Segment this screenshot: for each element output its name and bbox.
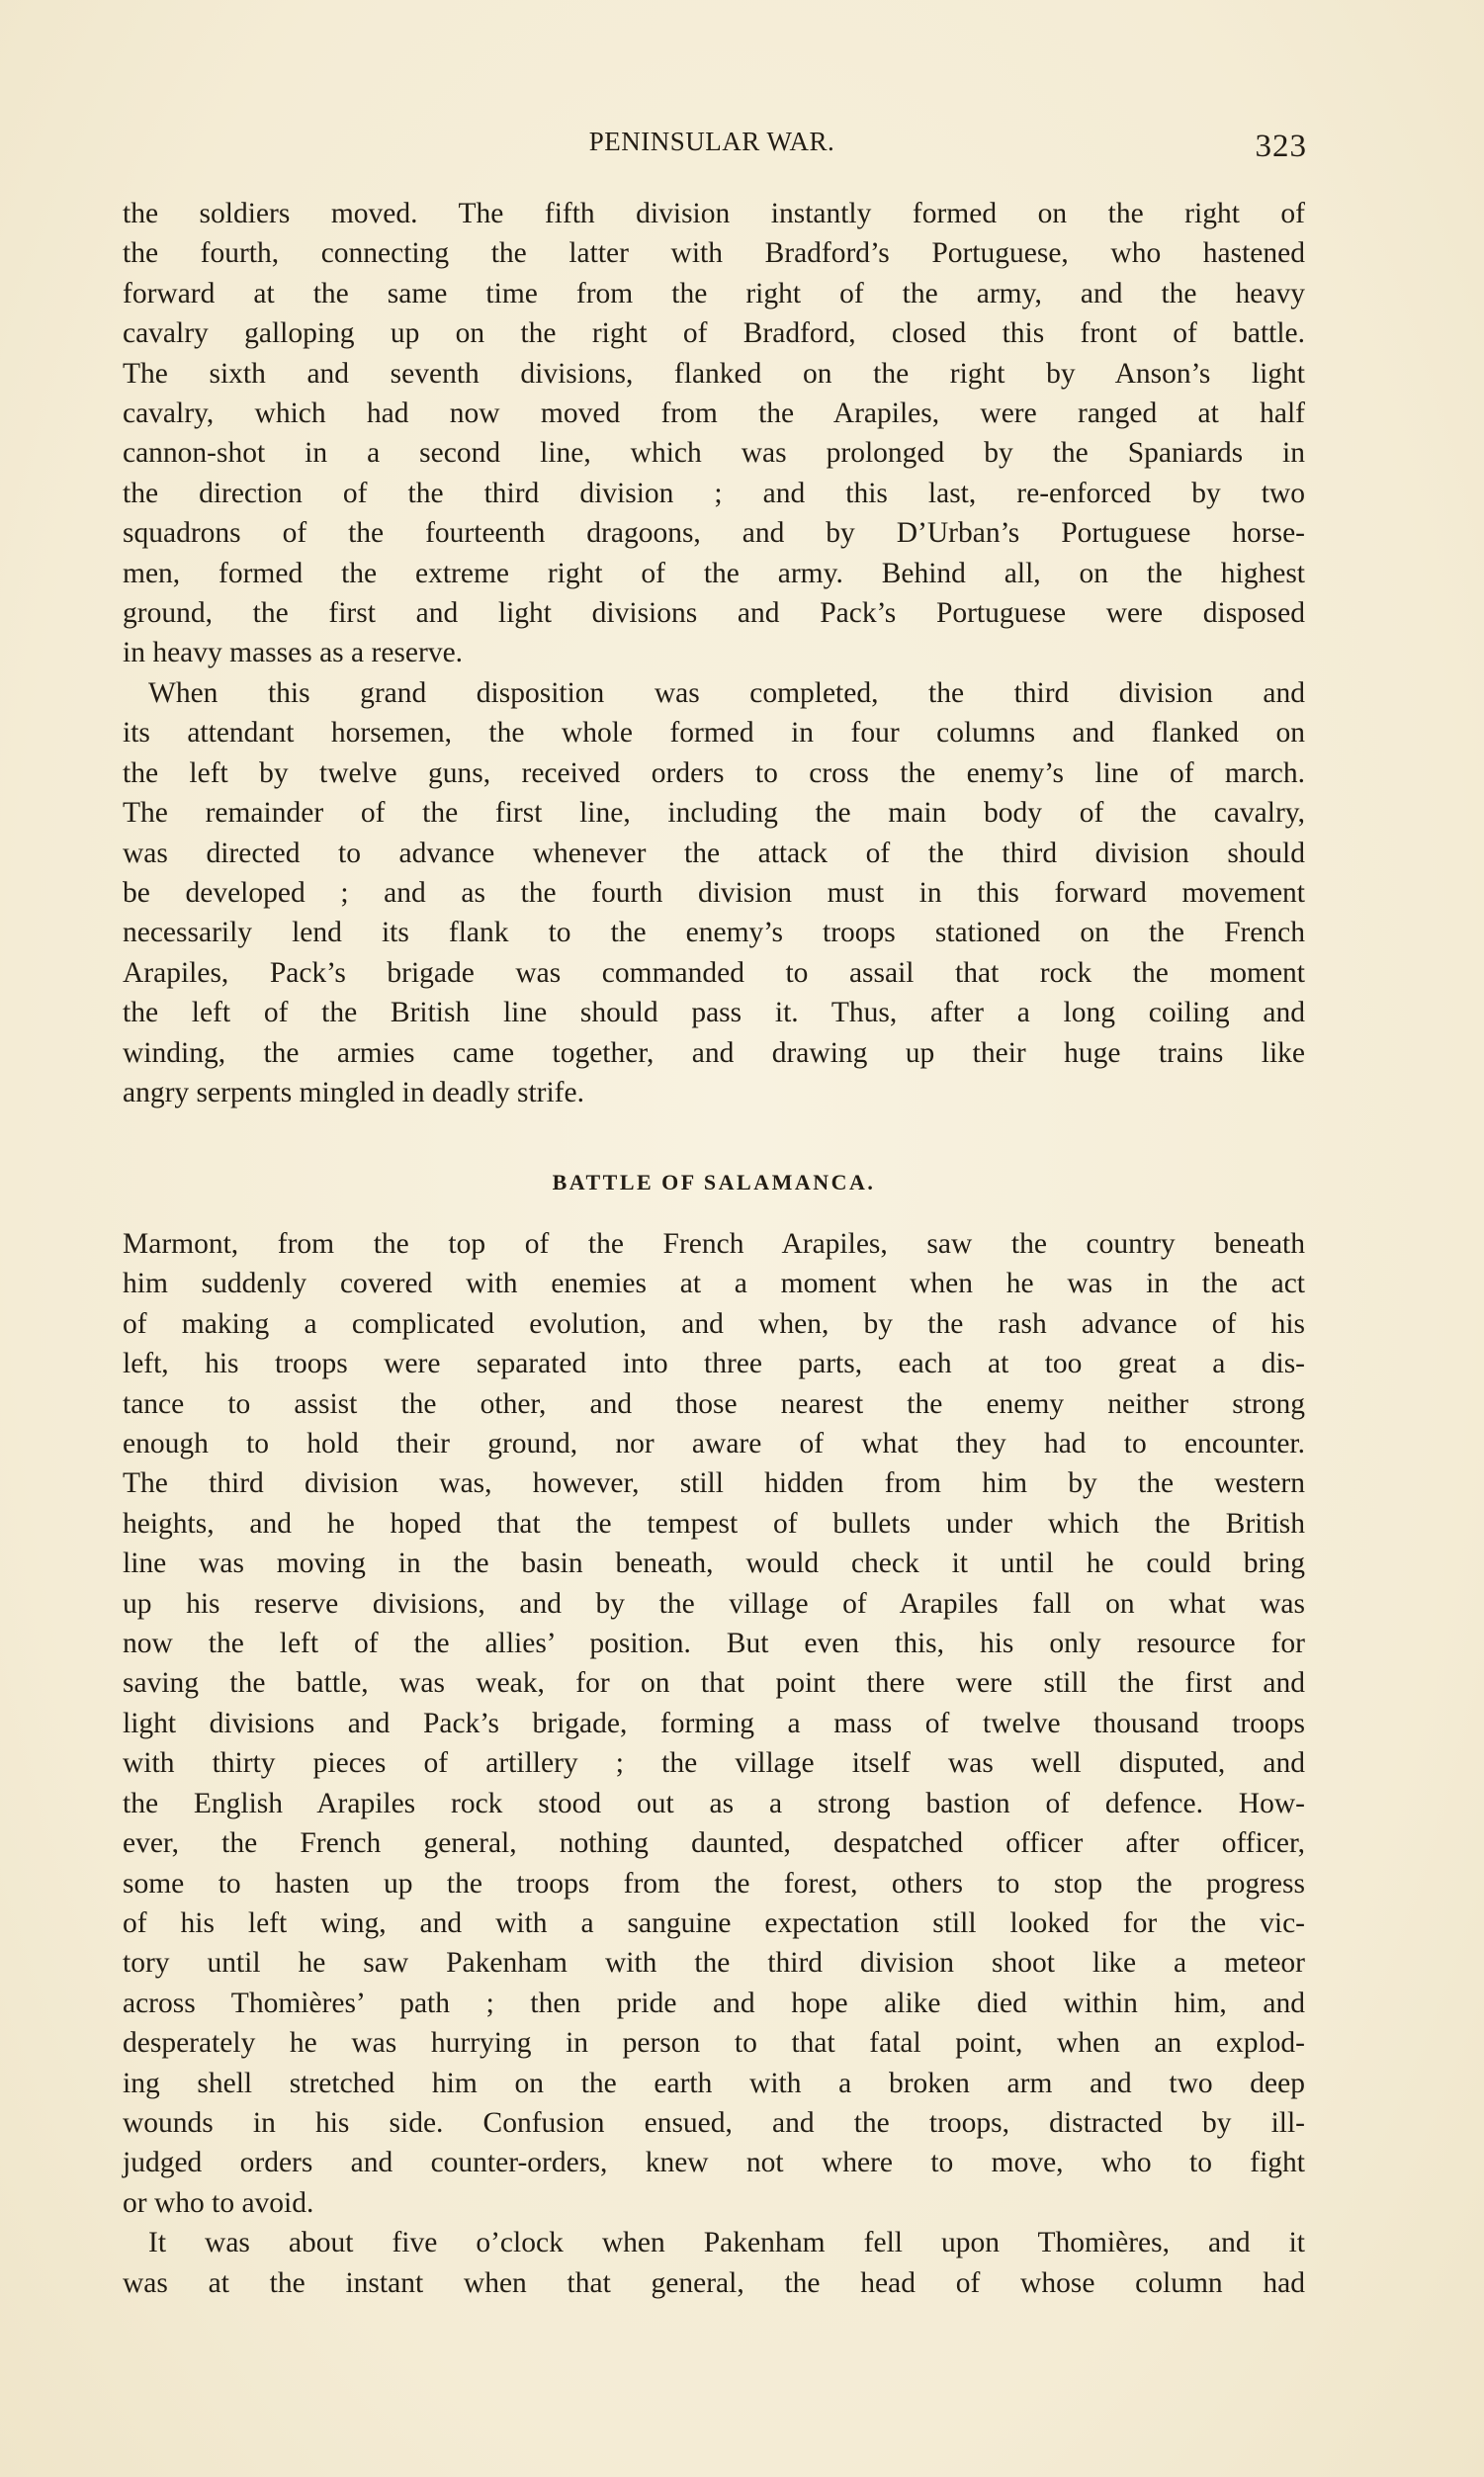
text-line: Arapiles, Pack’s brigade was commanded to assail that rock the moment	[123, 956, 1305, 989]
page-number: 323	[1255, 129, 1307, 164]
text-line: line was moving in the basin beneath, would check it until he could bring	[123, 1548, 1305, 1580]
text-line: ing shell stretched him on the earth with a broken arm and two deep	[123, 2067, 1305, 2099]
text-line: him suddenly covered with enemies at a moment when he was in the act	[123, 1268, 1305, 1300]
text-line: across Thomières’ path ; then pride and hope alike died within him, and	[123, 1987, 1305, 2019]
text-line: The remainder of the first line, including the main body of the cavalry,	[123, 797, 1305, 830]
text-line: winding, the armies came together, and drawing up their huge trains like	[123, 1036, 1305, 1069]
text-line: or who to avoid.	[123, 2186, 314, 2219]
text-line: cannon-shot in a second line, which was prolonged by the Spaniards in	[123, 437, 1305, 470]
running-head	[119, 127, 1305, 166]
text-line: tance to assist the other, and those nearest the enemy neither strong	[123, 1387, 1305, 1420]
text-line: ever, the French general, nothing daunted, despatched officer after officer,	[123, 1827, 1305, 1860]
text-line: was directed to advance whenever the attack of the third division should	[123, 837, 1305, 869]
text-line: be developed ; and as the fourth division must in this forward movement	[123, 876, 1305, 909]
text-line: The sixth and seventh divisions, flanked on the right by Anson’s light	[123, 357, 1305, 390]
text-line: wounds in his side. Confusion ensued, and the troops, distracted by ill-	[123, 2106, 1305, 2139]
text-line: left, his troops were separated into three parts, each at too great a dis-	[123, 1348, 1305, 1380]
text-line: cavalry galloping up on the right of Bradford, closed this front of battle.	[123, 317, 1305, 350]
text-line: the English Arapiles rock stood out as a strong bastion of defence. How-	[123, 1787, 1305, 1819]
text-line: enough to hold their ground, nor aware of what they had to encounter.	[123, 1428, 1305, 1460]
text-line: necessarily lend its flank to the enemy’s troops stationed on the French	[123, 917, 1305, 949]
text-line: ground, the first and light divisions and Pack’s Portuguese were disposed	[123, 597, 1305, 630]
text-line: of his left wing, and with a sanguine expectation still looked for the vic-	[123, 1906, 1305, 1939]
text-line: with thirty pieces of artillery ; the village itself was well disputed, and	[123, 1747, 1305, 1780]
text-line: its attendant horsemen, the whole formed in four columns and flanked on	[123, 717, 1305, 750]
running-title: PENINSULAR WAR.	[588, 127, 835, 156]
text-block-top	[123, 194, 1305, 1112]
text-line: tory until he saw Pakenham with the third division shoot like a meteor	[123, 1947, 1305, 1980]
text-line: angry serpents mingled in deadly strife.	[123, 1076, 584, 1108]
paragraph	[123, 2223, 1305, 2303]
text-line: up his reserve divisions, and by the village of Arapiles fall on what was	[123, 1587, 1305, 1620]
text-line: light divisions and Pack’s brigade, forming a mass of twelve thousand troops	[123, 1707, 1305, 1739]
text-line: the direction of the third division ; and this last, re-enforced by two	[123, 477, 1305, 509]
text-line: the left of the British line should pass it. Thus, after a long coiling and	[123, 997, 1305, 1029]
text-line: the left by twelve guns, received orders to cross the enemy’s line of march.	[123, 756, 1305, 789]
text-line: saving the battle, was weak, for on that point there were still the first and	[123, 1667, 1305, 1700]
text-line: When this grand disposition was completed, the third division and	[148, 676, 1305, 709]
text-line: of making a complicated evolution, and when, by the rash advance of his	[123, 1307, 1305, 1340]
text-line: desperately he was hurrying in person to that fatal point, when an explod-	[123, 2027, 1305, 2060]
text-line: judged orders and counter-orders, knew not where to move, who to fight	[123, 2147, 1305, 2179]
text-line: The third division was, however, still hidden from him by the western	[123, 1467, 1305, 1500]
text-line: squadrons of the fourteenth dragoons, and by D’Urban’s Portuguese horse-	[123, 517, 1305, 550]
text-line: heights, and he hoped that the tempest of bullets under which the British	[123, 1507, 1305, 1540]
text-line: some to hasten up the troops from the forest, others to stop the progress	[123, 1867, 1305, 1900]
text-line: forward at the same time from the right of the army, and the heavy	[123, 277, 1305, 310]
text-line: Marmont, from the top of the French Arapiles, saw the country beneath	[123, 1228, 1305, 1260]
text-line: the fourth, connecting the latter with Bradford’s Portuguese, who hastened	[123, 237, 1305, 270]
section-heading: BATTLE OF SALAMANCA.	[552, 1170, 876, 1194]
paragraph	[123, 1224, 1305, 2223]
text-line: It was about five o’clock when Pakenham fell upon Thomières, and it	[148, 2227, 1305, 2259]
paragraph	[123, 194, 1305, 673]
paragraph	[123, 673, 1305, 1112]
text-line: the soldiers moved. The fifth division instantly formed on the right of	[123, 198, 1305, 229]
text-line: men, formed the extreme right of the army. Behind all, on the highest	[123, 557, 1305, 589]
text-block-bottom	[123, 1224, 1305, 2303]
text-line: cavalry, which had now moved from the Arapiles, were ranged at half	[123, 398, 1305, 430]
text-line: was at the instant when that general, the head of whose column had	[123, 2266, 1305, 2299]
text-line: in heavy masses as a reserve.	[123, 637, 464, 669]
text-line: now the left of the allies’ position. But even this, his only resource for	[123, 1628, 1305, 1660]
